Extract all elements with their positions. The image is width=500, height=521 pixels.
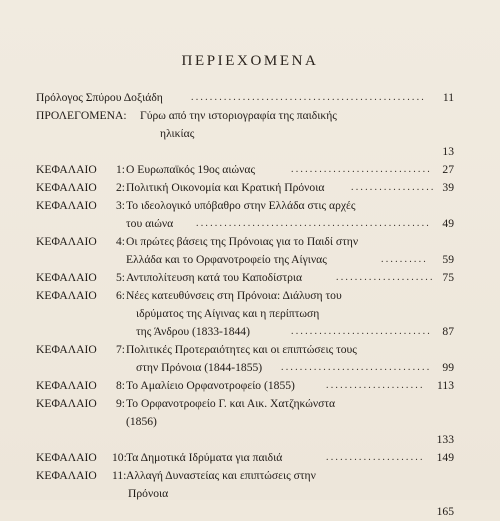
toc-entry-prologue xyxy=(36,89,454,107)
toc-entry-ch3 xyxy=(36,197,454,215)
toc-entry-prolegomena-cont xyxy=(36,125,454,143)
leader-dots: .................................................. xyxy=(196,218,431,229)
entry-label: ΚΕΦΑΛΑΙΟ xyxy=(36,379,97,392)
toc-entry-ch11-page xyxy=(36,503,454,521)
toc-entry-ch6 xyxy=(36,287,454,305)
page-number: 13 xyxy=(442,145,454,158)
page-number: 149 xyxy=(436,451,454,464)
entry-text-line2: στην Πρόνοια (1844-1855) xyxy=(136,361,263,374)
leader-dots: .................................................. xyxy=(191,92,426,103)
entry-text-line1: Αλλαγή Δυναστείας και επιπτώσεις στην xyxy=(126,469,316,482)
leader-dots: ..................... xyxy=(326,380,425,391)
entry-text-line1: Οι πρώτες βάσεις της Πρόνοιας για το Παιδί στην xyxy=(126,235,359,248)
entry-text-line3: της Άνδρου (1833-1844) xyxy=(136,325,250,338)
toc-entry-ch9-page xyxy=(36,431,454,449)
toc-entry-ch10 xyxy=(36,449,454,467)
entry-text-line2: ηλικίας xyxy=(160,127,195,140)
leader-dots: .............................. xyxy=(291,326,432,337)
entry-label: ΚΕΦΑΛΑΙΟ xyxy=(36,397,97,410)
entry-label: ΠΡΟΛΕΓΟΜΕΝΑ: xyxy=(36,109,127,122)
entry-label: ΚΕΦΑΛΑΙΟ xyxy=(36,289,97,302)
leader-dots: ................................ xyxy=(281,362,432,373)
toc-entry-ch6-cont xyxy=(36,305,454,323)
entry-label: ΚΕΦΑΛΑΙΟ xyxy=(36,271,97,284)
entry-label: ΚΕΦΑΛΑΙΟ xyxy=(36,235,97,248)
entry-label: ΚΕΦΑΛΑΙΟ xyxy=(36,469,97,482)
chapter-number: 2: xyxy=(116,181,126,194)
toc-entry-ch4-cont xyxy=(36,251,454,269)
entry-text-line2: Πρόνοια xyxy=(128,487,169,500)
page-number: 49 xyxy=(442,217,454,230)
toc-entry-prolegomena xyxy=(36,107,454,125)
entry-label: ΚΕΦΑΛΑΙΟ xyxy=(36,163,97,176)
toc-entry-prolegomena-page xyxy=(36,143,454,161)
page-number: 113 xyxy=(437,379,454,392)
toc-entry-ch6-cont2 xyxy=(36,323,454,341)
page-number: 165 xyxy=(436,505,454,518)
page-number: 27 xyxy=(442,163,454,176)
entry-text: Πολιτική Οικονομία και Κρατική Πρόνοια xyxy=(126,181,325,194)
chapter-number: 8: xyxy=(116,379,126,392)
entry-text: Πρόλογος Σπύρου Δοξιάδη xyxy=(36,91,163,104)
chapter-number: 3: xyxy=(116,199,126,212)
entry-text-line1: Γύρω από την ιστοριογραφία της παιδικής xyxy=(140,109,337,122)
toc-entry-ch3-cont xyxy=(36,215,454,233)
page-title: ΠΕΡΙΕΧΟΜΕΝΑ xyxy=(181,53,319,69)
chapter-number: 1: xyxy=(116,163,126,176)
entry-label: ΚΕΦΑΛΑΙΟ xyxy=(36,451,97,464)
toc-entry-ch9-cont xyxy=(36,413,454,431)
toc-entry-ch11-cont xyxy=(36,485,454,503)
page-number: 87 xyxy=(442,325,454,338)
chapter-number: 5: xyxy=(116,271,126,284)
leader-dots: .............................. xyxy=(291,164,432,175)
toc-entry-ch1 xyxy=(36,161,454,179)
page-number: 11 xyxy=(442,91,454,104)
toc-entry-ch11 xyxy=(36,467,454,485)
entry-text-line2: του αιώνα xyxy=(126,217,174,230)
entry-text-line1: Πολιτικές Προτεραιότητες και οι επιπτώσεις τους xyxy=(126,343,357,356)
entry-text: Αντιπολίτευση κατά του Καποδίστρια xyxy=(126,271,303,284)
leader-dots: .................. xyxy=(351,182,436,193)
entry-text-line2: Ελλάδα και το Ορφανοτροφείο της Αίγινας xyxy=(126,253,327,266)
entry-text-line1: Νέες κατευθύνσεις στη Πρόνοια: Διάλυση του xyxy=(126,289,342,302)
toc-entry-ch2 xyxy=(36,179,454,197)
page-number: 75 xyxy=(442,271,454,284)
page-number: 59 xyxy=(442,253,454,266)
page-number: 99 xyxy=(442,361,454,374)
toc-entry-ch8 xyxy=(36,377,454,395)
chapter-number: 4: xyxy=(116,235,126,248)
chapter-number: 6: xyxy=(116,289,126,302)
toc-entry-ch7-cont xyxy=(36,359,454,377)
toc-entry-ch5 xyxy=(36,269,454,287)
entry-label: ΚΕΦΑΛΑΙΟ xyxy=(36,343,97,356)
chapter-number: 9: xyxy=(116,397,126,410)
page-number: 133 xyxy=(436,433,454,446)
entry-text-line2: (1856) xyxy=(126,415,157,428)
chapter-number: 10: xyxy=(112,451,127,464)
toc-entry-ch9 xyxy=(36,395,454,413)
chapter-number: 11: xyxy=(112,469,127,482)
leader-dots: ..................... xyxy=(336,272,435,283)
toc-entry-ch4 xyxy=(36,233,454,251)
entry-text: Ο Ευρωπαϊκός 19ος αιώνας xyxy=(126,163,256,176)
leader-dots: .......... xyxy=(381,254,428,265)
entry-text-line1: Το Ορφανοτροφείο Γ. και Αικ. Χατζηκώνστα xyxy=(126,397,336,410)
entry-label: ΚΕΦΑΛΑΙΟ xyxy=(36,181,97,194)
leader-dots: ..................... xyxy=(326,452,425,463)
entry-text: Το Αμαλίειο Ορφανοτροφείο (1855) xyxy=(126,379,295,392)
entry-text-line2: ιδρύματος της Αίγινας και η περίπτωση xyxy=(136,307,320,320)
page-number: 39 xyxy=(442,181,454,194)
entry-label: ΚΕΦΑΛΑΙΟ xyxy=(36,199,97,212)
toc-entry-ch7 xyxy=(36,341,454,359)
entry-text: Τα Δημοτικά Ιδρύματα για παιδιά xyxy=(126,451,283,464)
chapter-number: 7: xyxy=(116,343,126,356)
entry-text-line1: Το ιδεολογικό υπόβαθρο στην Ελλάδα στις αρχές xyxy=(126,199,356,212)
